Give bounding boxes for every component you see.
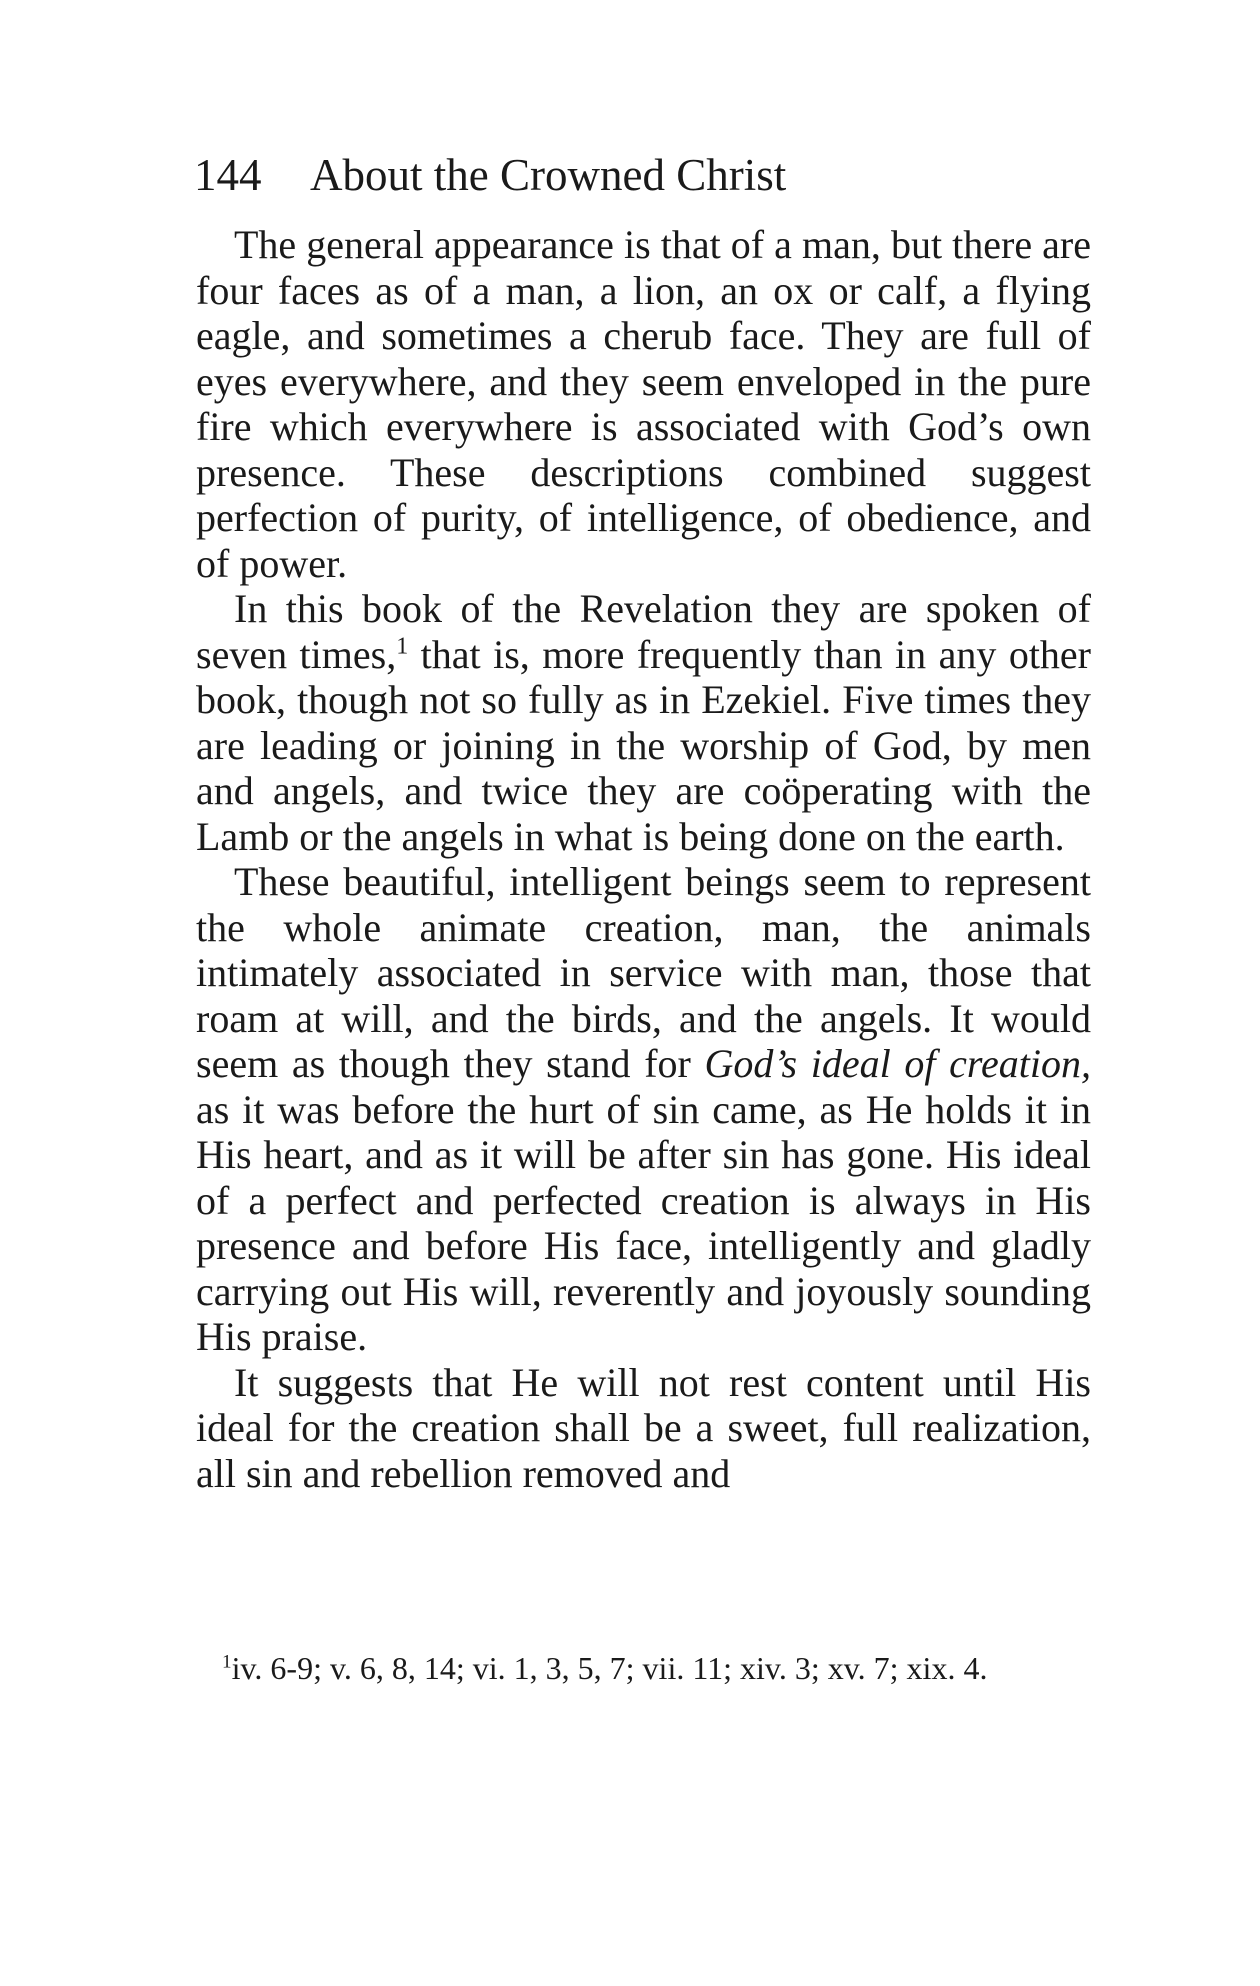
running-head [194, 145, 1094, 205]
footnote-text: iv. 6-9; v. 6, 8, 14; vi. 1, 3, 5, 7; vii. 11; xiv. 3; xv. 7; xix. 4. [231, 1650, 988, 1686]
paragraph-4: It suggests that He will not rest content until His ideal for the creation shall be a sweet, full realization, all sin and rebellion removed and [196, 1359, 1091, 1496]
paragraph-2-text-a: In this book of the Revelation they are spoken of seven times, [196, 586, 1091, 677]
paragraph-2-text-b: that is, more frequently than in any other book, though not so fully as in Ezekiel. Five times they are leading or joining in the worship of God, by men and angels, and twice they are coöperating with the Lamb or the angels in what is being done on the earth. [196, 631, 1092, 859]
footnote-marker: 1 [222, 1651, 232, 1673]
paragraph-3-text-b: as it was before the hurt of sin came, as He holds it in His heart, and as it will be after sin has gone. His ideal of a perfect and perfected creation is always in His presence and before His face, intelligently and gladly carrying out His will, reverently and joyously sounding His praise. [196, 1086, 1091, 1359]
paragraph-3 [196, 859, 1091, 1360]
paragraph-1: The general appearance is that of a man, but there are four faces as of a man, a lion, an ox or calf, a flying eagle, and sometimes a cherub face. They are full of eyes everywhere, and they seem enveloped in the pure fire which everywhere is associated with God’s own presence. These descriptions combined suggest perfection of purity, of intelligence, of obedience, and of power. [196, 222, 1091, 586]
footnote-reference: 1 [396, 633, 409, 660]
italic-phrase: God’s ideal of creation, [704, 1041, 1091, 1086]
book-title: About the Crowned Christ [310, 150, 787, 200]
paragraph-2 [196, 586, 1091, 859]
footnote [192, 1648, 1087, 1689]
body-text [196, 222, 1091, 1496]
paragraph-3-text-a: These beautiful, intelligent beings seem to represent the whole animate creation, man, the animals intimately associated in service with man, those that roam at will, and the birds, and the angels. It would seem as though they stand for [196, 859, 1091, 1086]
page-number: 144 [194, 150, 262, 200]
